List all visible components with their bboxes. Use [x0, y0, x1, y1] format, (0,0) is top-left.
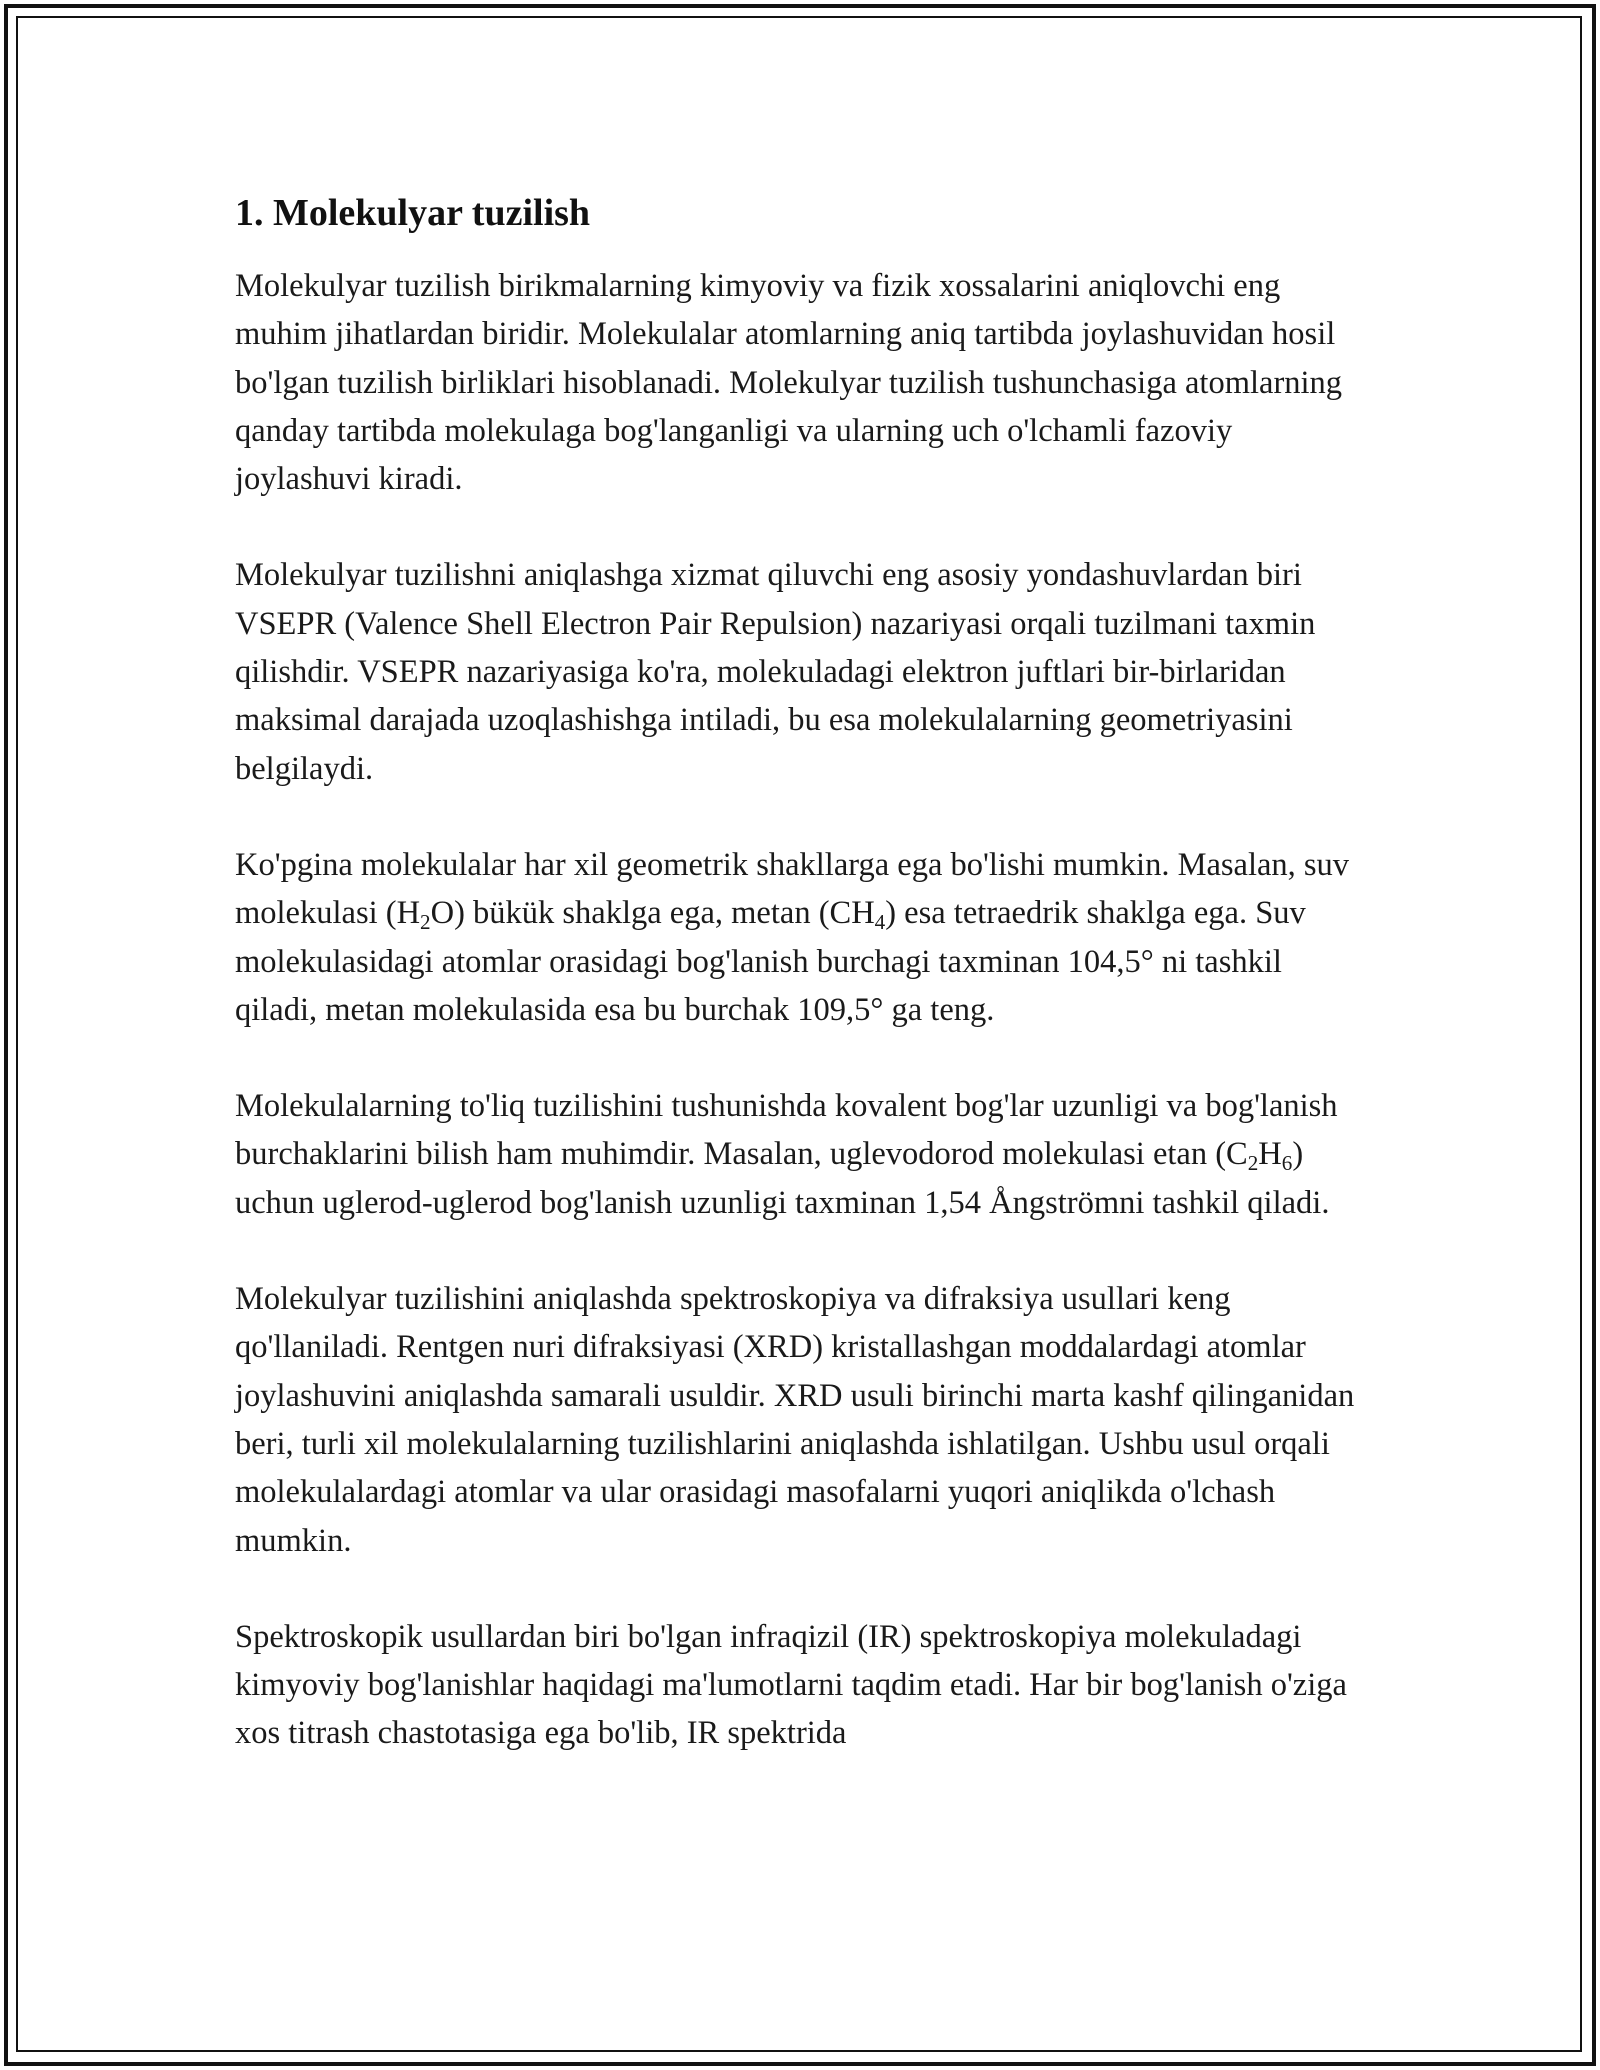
subscript: 4: [874, 910, 886, 935]
document-body: [235, 186, 1370, 1806]
paragraph-bond-lengths: [235, 1082, 1370, 1227]
text-run: ) esa tetraedrik shaklga ega. Suv molekulasidagi atomlar orasidagi bog'lanish burchagi taxminan 104,5° ni tashkil qiladi, metan molekulasida esa bu burchak 109,5° ga teng.: [235, 895, 1306, 1028]
text-run: H: [1258, 1136, 1282, 1173]
paragraph-xrd-methods: Molekulyar tuzilishini aniqlashda spektroskopiya va difraksiya usullari keng qo'llaniladi. Rentgen nuri difraksiyasi (XRD) kristallashgan moddalardagi atomlar joylashuvini aniqlashda samarali usuldir. XRD usuli birinchi marta kashf qilinganidan beri, turli xil molekulalarning tuzilishlarini aniqlashda ishlatilgan. Ushbu usul orqali molekulalardagi atomlar va ular orasidagi masofalarni yuqori aniqlikda o'lchash mumkin.: [235, 1281, 1355, 1559]
paragraph-vsepr-theory: Molekulyar tuzilishni aniqlashga xizmat qiluvchi eng asosiy yondashuvlardan biri VSEPR (Valence Shell Electron Pair Repulsion) nazariyasi orqali tuzilmani taxmin qilishdir. VSEPR nazariyasiga ko'ra, molekuladagi elektron juftlari bir-birlaridan maksimal darajada uzoqlashishga intiladi, bu esa molekulalarning geometriyasini belgilaydi.: [235, 557, 1316, 787]
paragraph-ir-spectroscopy: Spektroskopik usullardan biri bo'lgan infraqizil (IR) spektroskopiya molekuladagi kimyoviy bog'lanishlar haqidagi ma'lumotlarni taqdim etadi. Har bir bog'lanish o'ziga xos titrash chastotasiga ega bo'lib, IR spektrida: [235, 1618, 1347, 1752]
subscript: 2: [420, 910, 431, 935]
text-run: Ko'pgina molekulalar har xil geometrik shakllarga ega bo'lishi mumkin. Masalan, suv molekulasi (H: [235, 846, 1350, 932]
text-run: Molekulalarning to'liq tuzilishini tushunishda kovalent bog'lar uzunligi va bog'lanish burchaklarini bilish ham muhimdir. Masalan, uglevodorod molekulasi etan (C: [235, 1088, 1338, 1173]
text-run: ) uchun uglerod-uglerod bog'lanish uzunligi taxminan 1,54 Ångströmni tashkil qiladi.: [235, 1136, 1330, 1221]
paragraph-molecular-structure-intro: Molekulyar tuzilish birikmalarning kimyoviy va fizik xossalarini aniqlovchi eng muhim jihatlardan biridir. Molekulalar atomlarning aniq tartibda joylashuvidan hosil bo'lgan tuzilish birliklari hisoblanadi. Molekulyar tuzilish tushunchasiga atomlarning qanday tartibda molekulaga bog'langanligi va ularning uch o'lchamli fazoviy joylashuvi kiradi.: [235, 268, 1343, 498]
text-run: O) bükük shaklga ega, metan (CH: [430, 895, 875, 932]
section-heading: 1. Molekulyar tuzilish: [235, 192, 591, 234]
subscript: 6: [1281, 1151, 1293, 1176]
subscript: 2: [1247, 1151, 1259, 1176]
paragraph-molecule-geometry: [235, 841, 1370, 1034]
